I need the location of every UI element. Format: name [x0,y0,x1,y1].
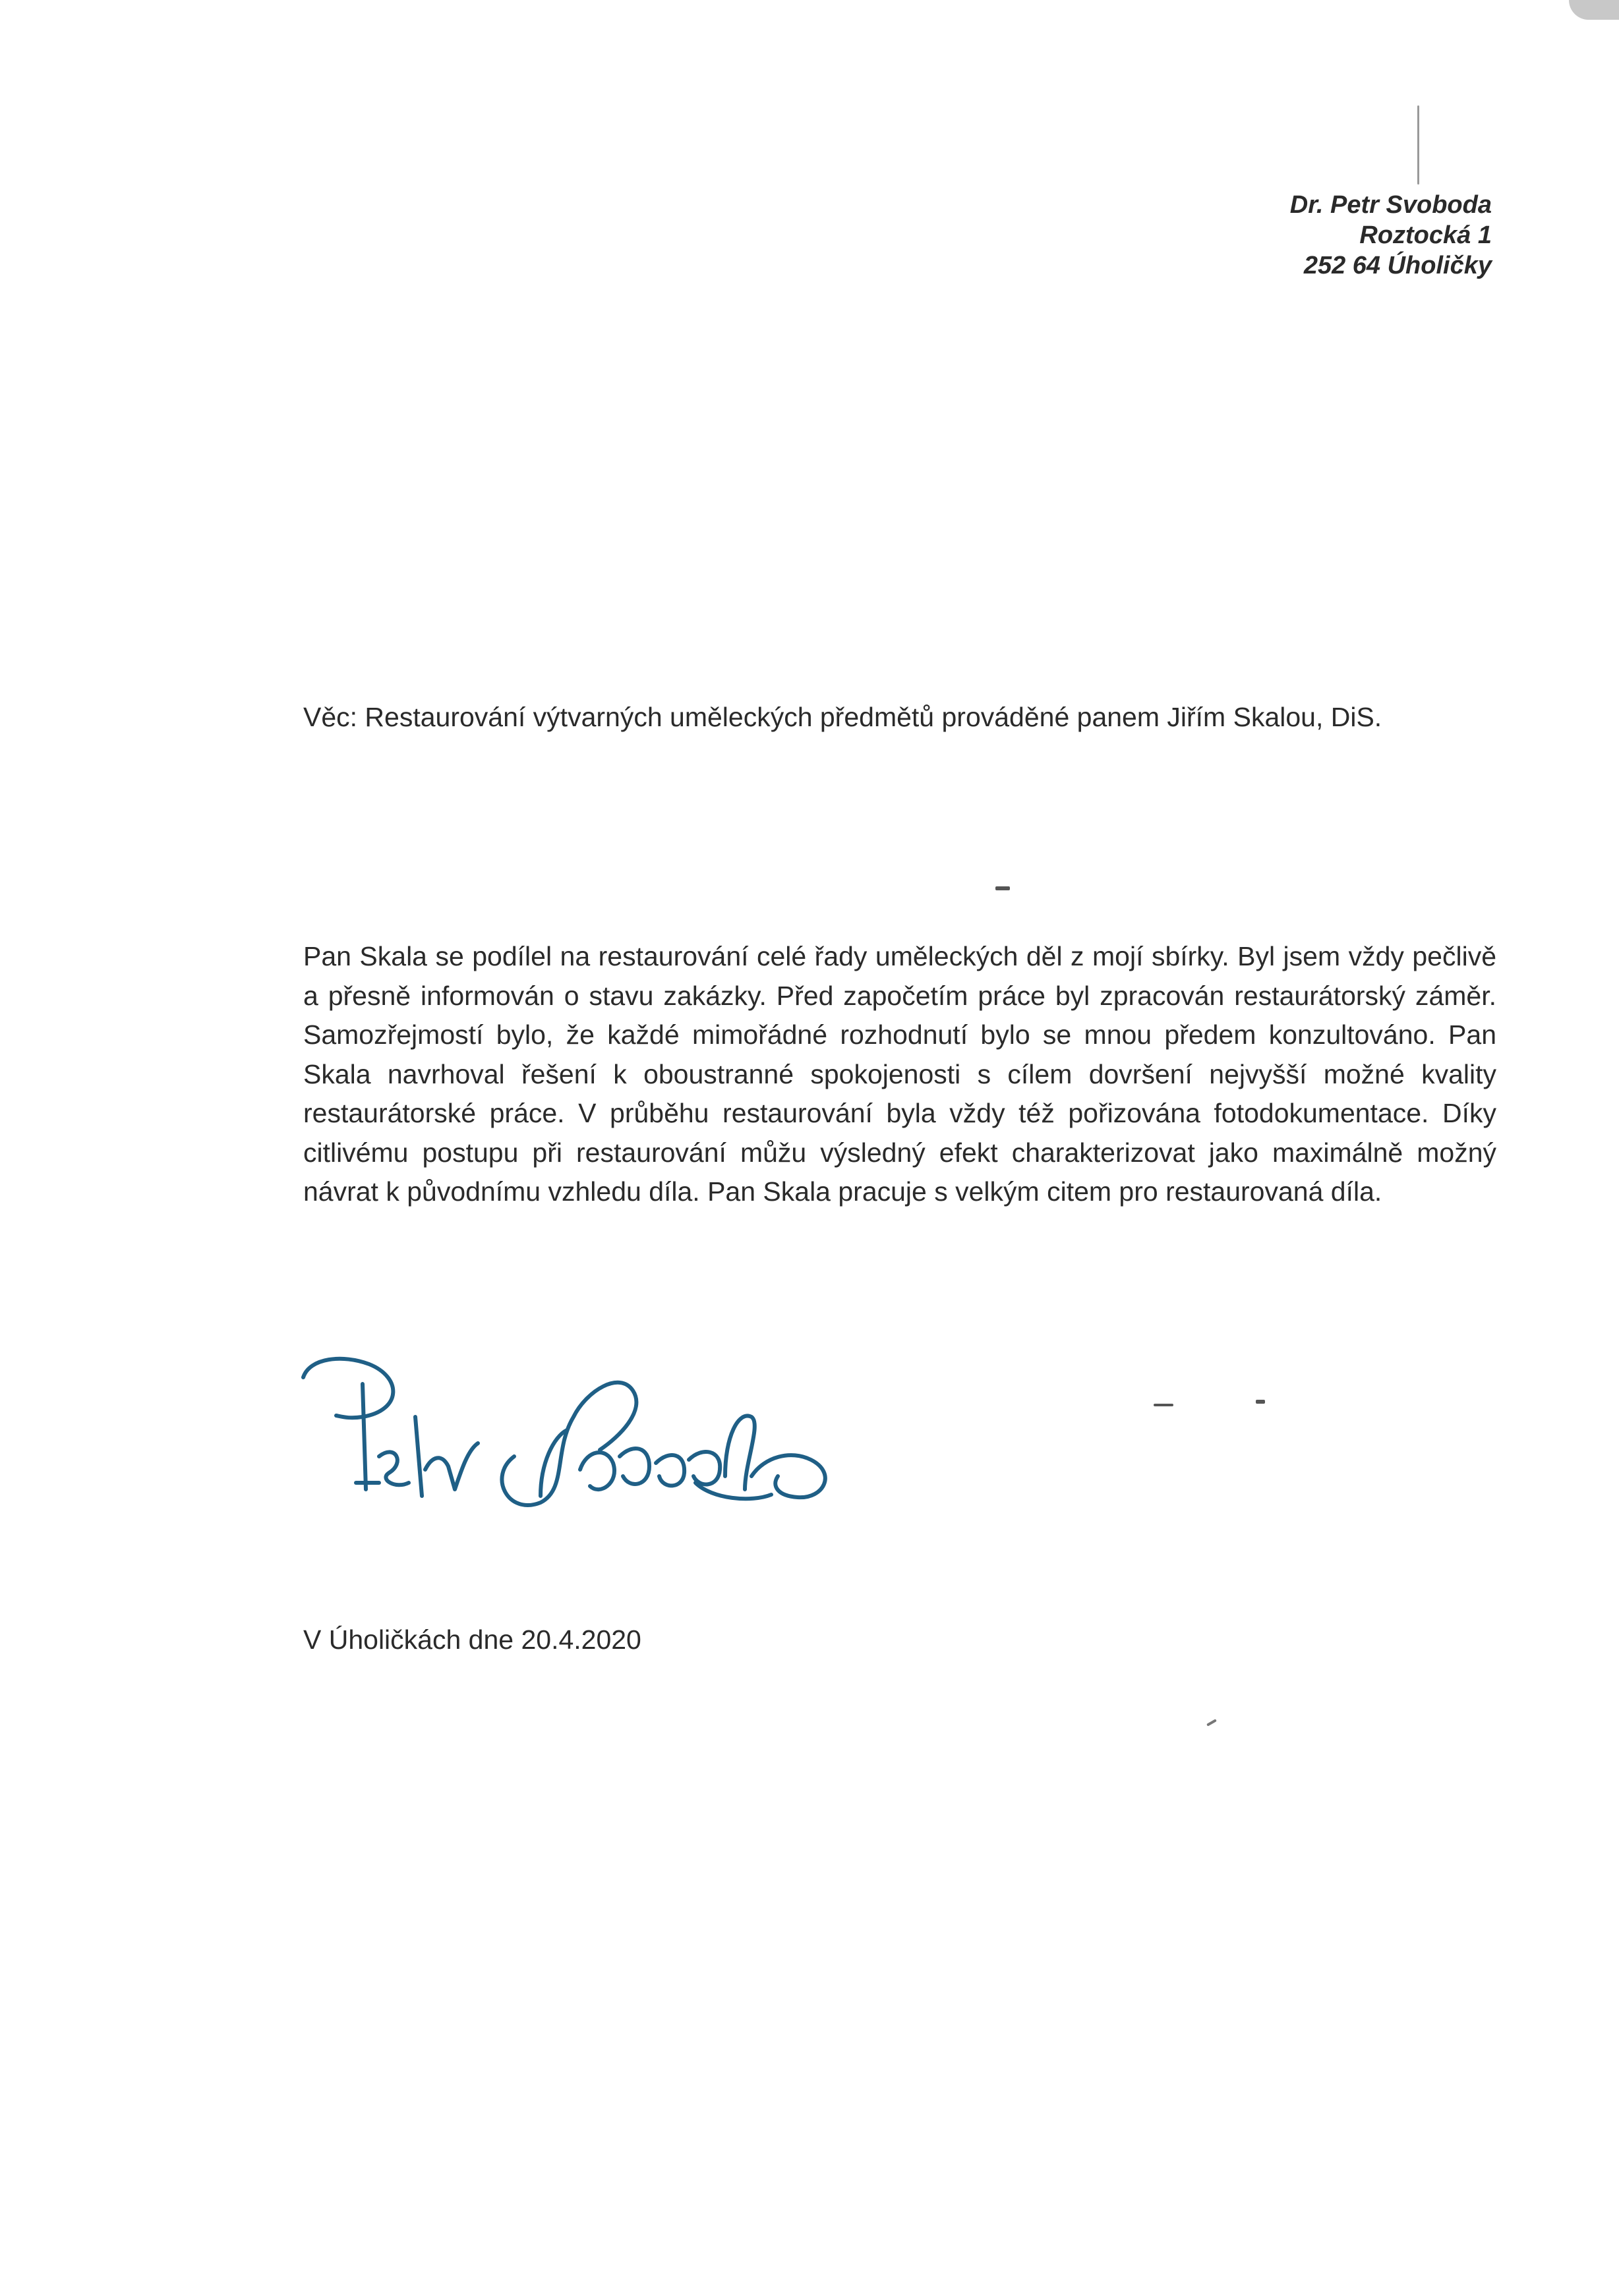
scan-speck [995,886,1010,890]
scan-speck [1417,105,1419,185]
signature-strokes [303,1359,825,1505]
closing-place-date: V Úholičkách dne 20.4.2020 [303,1624,641,1655]
letter-body: Pan Skala se podílel na restaurování celé řady uměleckých děl z mojí sbírky. Byl jsem vždy pečlivě a přesně informován o stavu zakázky. Před započetím práce byl zpracován restaurátorský záměr. Samozřejmostí bylo, že každé mimořádné rozhodnutí bylo se mnou předem konzultováno. Pan Skala navrhoval řešení k oboustranné spokojenosti s cílem dovršení nejvyšší možné kvality restaurátorské práce. V průběhu restaurování byla vždy též pořizována fotodokumentace. Díky citlivému postupu při restaurování můžu výsledný efekt charakterizovat jako maximálně možný návrat k původnímu vzhledu díla. Pan Skala pracuje s velkým citem pro restaurovaná díla. [303,941,1496,1207]
sender-street: Roztocká 1 [1359,221,1492,249]
subject-line: Věc: Restaurování výtvarných uměleckých předmětů prováděné panem Jiřím Skalou, DiS. [303,702,1382,732]
scan-speck [1154,1404,1173,1406]
sender-address [1290,190,1492,281]
scan-speck [1206,1719,1217,1726]
scan-speck [1256,1400,1265,1404]
handwritten-signature [290,1318,883,1529]
sender-name: Dr. Petr Svoboda [1289,191,1492,219]
scan-speck [1569,0,1619,20]
sender-city: 252 64 Úholičky [1303,252,1492,279]
